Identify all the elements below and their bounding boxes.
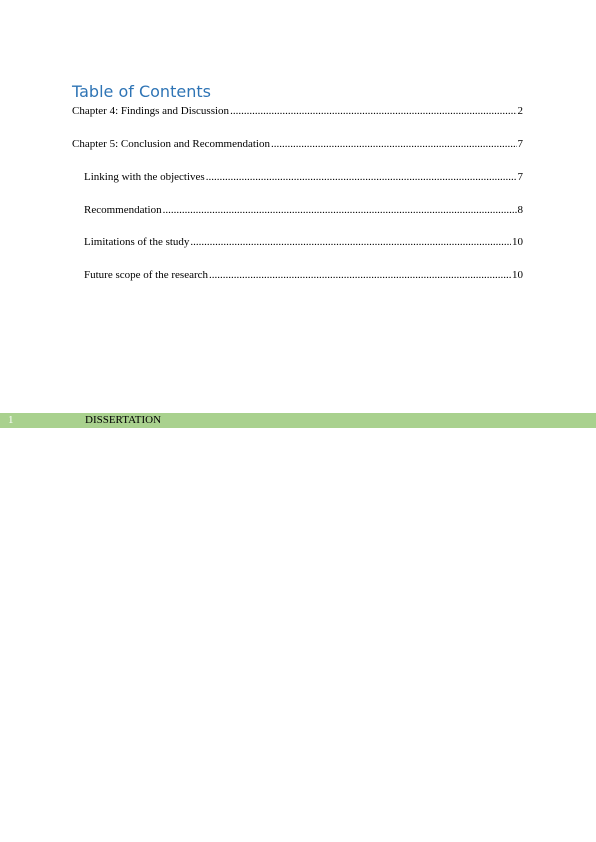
toc-entry-linking-objectives[interactable] xyxy=(84,170,523,184)
toc-entry-page: 7 xyxy=(517,138,523,150)
toc-entry-future-scope[interactable] xyxy=(84,268,523,282)
toc-entry-limitations[interactable] xyxy=(84,235,523,249)
toc-entry-chapter-4[interactable] xyxy=(72,104,523,118)
toc-entry-title: Limitations of the study xyxy=(84,236,190,248)
toc-leader-dots xyxy=(271,137,517,151)
toc-heading: Table of Contents xyxy=(72,82,211,101)
footer-page-number: 1 xyxy=(8,414,14,426)
toc-entry-page: 10 xyxy=(512,269,523,281)
toc-entry-title: Chapter 4: Findings and Discussion xyxy=(72,105,230,117)
footer-band xyxy=(0,413,596,428)
toc-leader-dots xyxy=(206,170,517,184)
toc-entry-title: Linking with the objectives xyxy=(84,171,205,183)
toc-leader-dots xyxy=(230,104,516,118)
toc-leader-dots xyxy=(190,235,511,249)
toc-entry-page: 8 xyxy=(517,204,523,216)
toc-entry-chapter-5[interactable] xyxy=(72,137,523,151)
toc-leader-dots xyxy=(209,268,511,282)
footer-title: DISSERTATION xyxy=(85,414,162,426)
toc-entry-page: 10 xyxy=(512,236,523,248)
toc-entry-title: Chapter 5: Conclusion and Recommendation xyxy=(72,138,270,150)
toc-entry-page: 2 xyxy=(517,105,523,117)
toc-leader-dots xyxy=(163,203,517,217)
toc-entry-title: Recommendation xyxy=(84,204,162,216)
toc-entry-page: 7 xyxy=(517,171,523,183)
toc-entry-recommendation[interactable] xyxy=(84,203,523,217)
toc-entry-title: Future scope of the research xyxy=(84,269,209,281)
